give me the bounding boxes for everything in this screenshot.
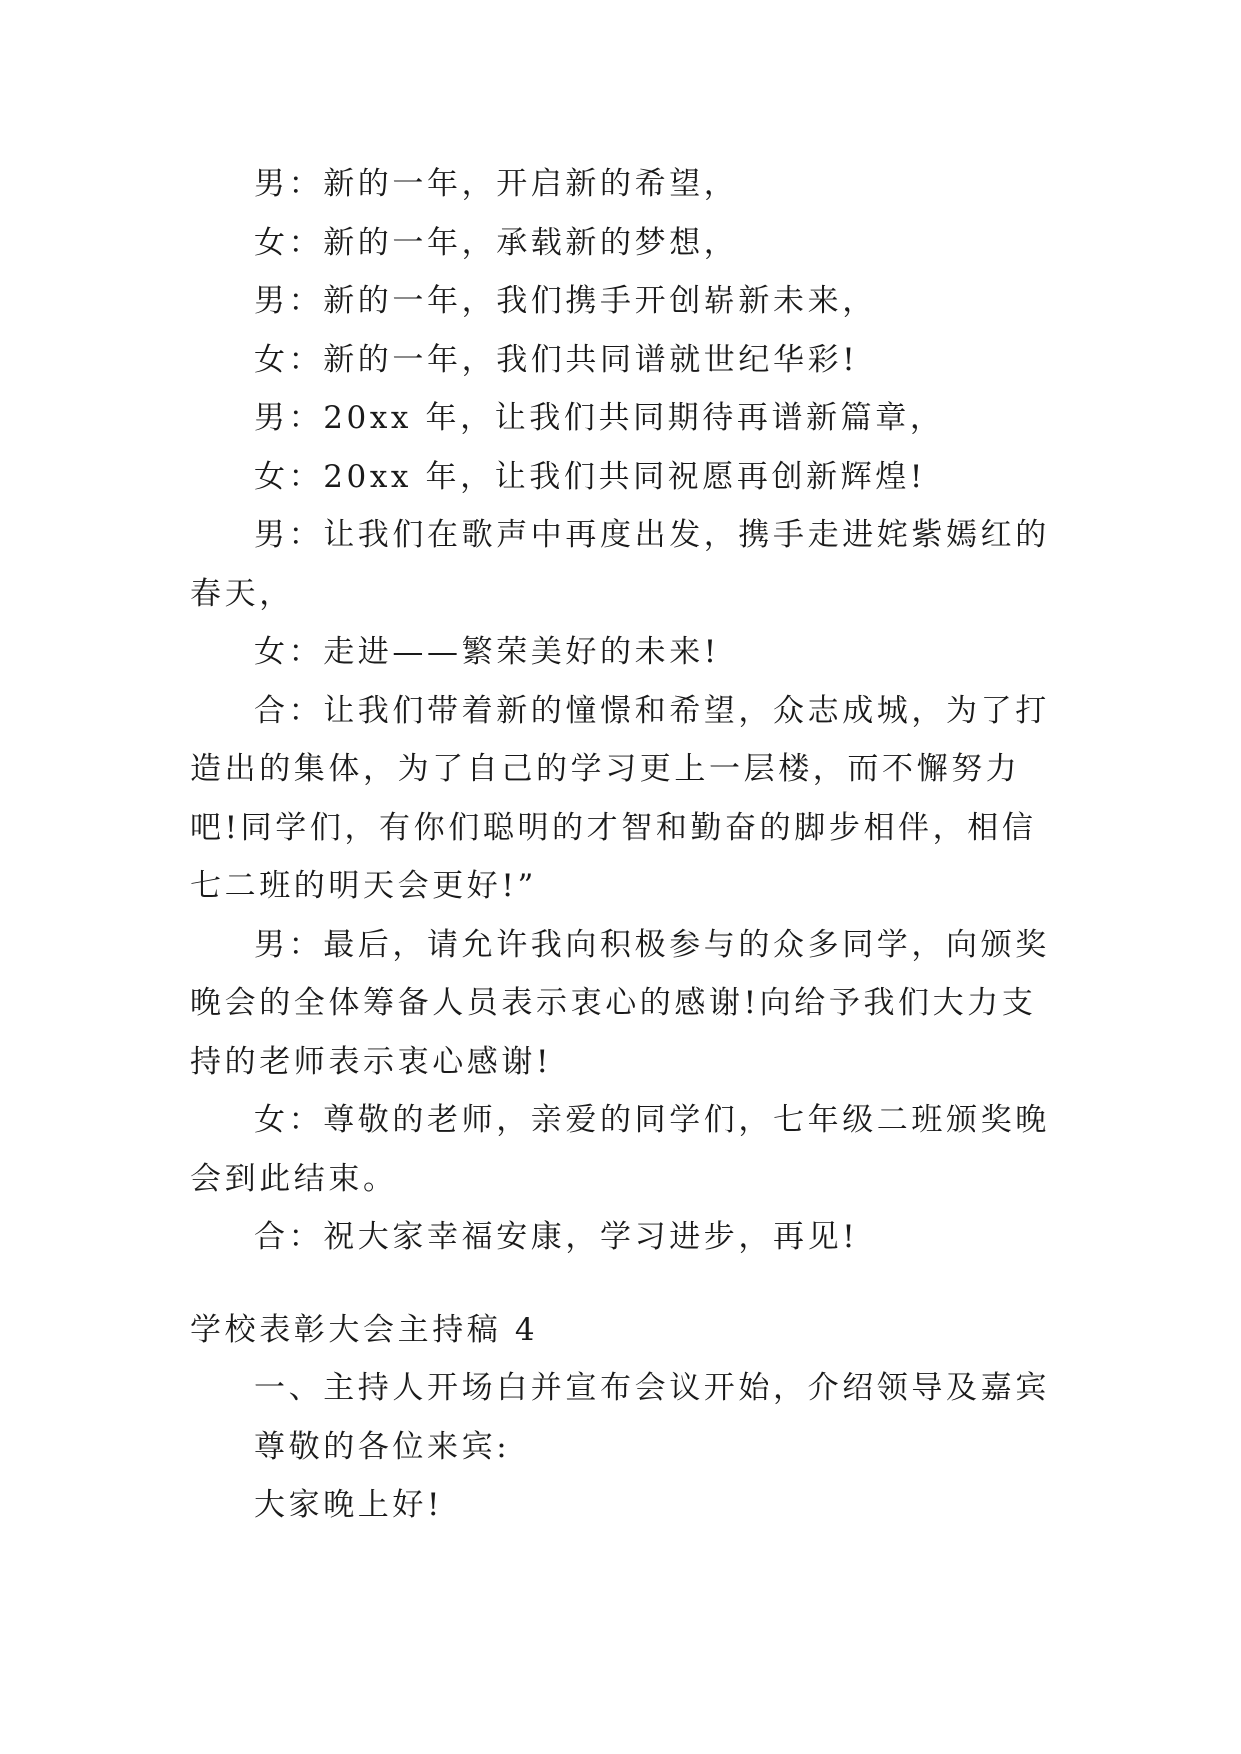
- document-page: [190, 155, 1050, 1535]
- paragraph: 男：让我们在歌声中再度出发，携手走进姹紫嫣红的春天，: [190, 517, 1050, 612]
- paragraph: 大家晚上好!: [254, 1487, 444, 1523]
- paragraph: 男：新的一年，我们携手开创崭新未来，: [254, 283, 877, 319]
- paragraph: 男：最后，请允许我向积极参与的众多同学，向颁奖晚会的全体筹备人员表示衷心的感谢!向给予我们大力支持的老师表示衷心感谢!: [190, 926, 1050, 1080]
- paragraph: 一、主持人开场白并宣布会议开始，介绍领导及嘉宾: [254, 1370, 1050, 1406]
- paragraph: 男：新的一年，开启新的希望，: [254, 166, 739, 202]
- paragraph: 女：20xx 年，让我们共同祝愿再创新辉煌!: [254, 458, 926, 495]
- paragraph: 女：新的一年，我们共同谱就世纪华彩!: [254, 341, 859, 378]
- paragraph: 合：祝大家幸福安康，学习进步，再见!: [254, 1219, 859, 1255]
- paragraph: 合：让我们带着新的憧憬和希望，众志成城，为了打造出的集体，为了自己的学习更上一层楼，而不懈努力吧!同学们，有你们聪明的才智和勤奋的脚步相伴，相信七二班的明天会更好!”: [190, 692, 1050, 904]
- paragraph: 女：尊敬的老师，亲爱的同学们，七年级二班颁奖晚会到此结束。: [190, 1102, 1050, 1197]
- paragraph: 尊敬的各位来宾:: [254, 1428, 511, 1465]
- paragraph: 女：新的一年，承载新的梦想，: [254, 224, 739, 261]
- paragraph: 男：20xx 年，让我们共同期待再谱新篇章，: [254, 400, 945, 436]
- section-heading: 学校表彰大会主持稿 4: [190, 1311, 539, 1348]
- paragraph: 女：走进——繁荣美好的未来!: [254, 634, 720, 670]
